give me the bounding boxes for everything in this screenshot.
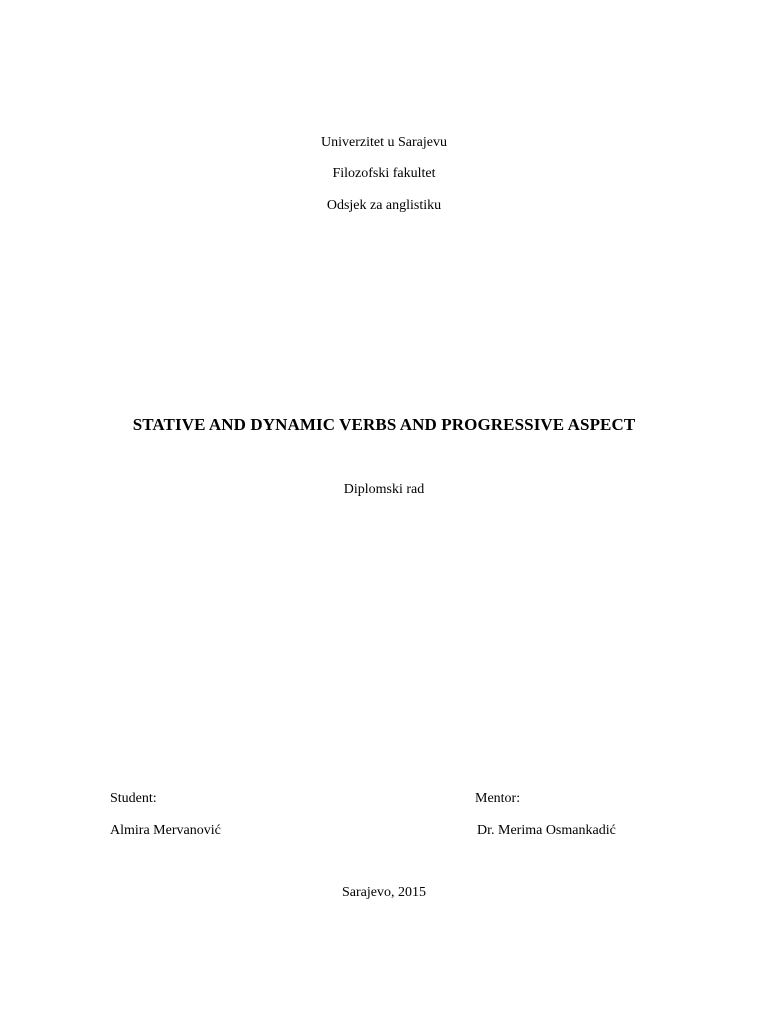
mentor-name: Dr. Merima Osmankadić [477, 823, 616, 838]
student-label: Student: [110, 791, 157, 806]
place-and-date: Sarajevo, 2015 [342, 885, 426, 900]
thesis-type: Diplomski rad [343, 482, 425, 497]
student-name: Almira Mervanović [110, 823, 221, 838]
department-name: Odsjek za anglistiku [326, 198, 442, 213]
faculty-name: Filozofski fakultet [332, 166, 436, 181]
thesis-title: STATIVE AND DYNAMIC VERBS AND PROGRESSIVE ASPECT [132, 415, 636, 434]
mentor-label: Mentor: [475, 791, 521, 806]
university-name: Univerzitet u Sarajevu [321, 135, 447, 150]
